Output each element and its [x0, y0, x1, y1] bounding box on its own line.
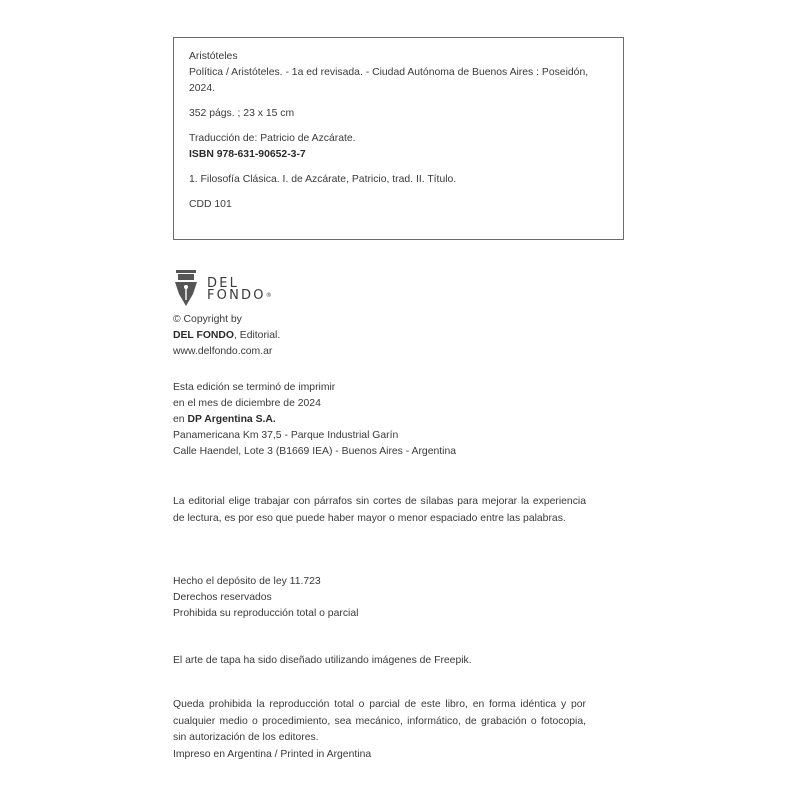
catalog-title-line-2: 2024. — [189, 83, 216, 94]
printing-block — [173, 380, 456, 460]
catalog-cdd: CDD 101 — [189, 199, 232, 210]
printed-in: Impreso en Argentina / Printed in Argentina — [173, 748, 372, 760]
catalog-physical-description: 352 págs. ; 23 x 15 cm — [189, 108, 295, 119]
copyright-block — [173, 312, 280, 360]
legal-line-3: Prohibida su reproducción total o parcial — [173, 608, 359, 619]
catalog-card — [173, 37, 624, 240]
printing-line-3-prefix: en — [173, 414, 188, 425]
catalog-subjects: 1. Filosofía Clásica. I. de Azcárate, Patricio, trad. II. Título. — [189, 174, 457, 185]
prohibition-block — [173, 697, 586, 763]
publisher-name: DEL FONDO — [173, 330, 234, 341]
publisher-suffix: , Editorial. — [234, 330, 281, 341]
catalog-author: Aristóteles — [189, 51, 238, 62]
publisher-logo — [173, 268, 293, 312]
catalog-title-line-1: Política / Aristóteles. - 1a ed revisada. - Ciudad Autónoma de Buenos Aires : Poseidón, — [189, 67, 589, 78]
legal-block — [173, 574, 358, 622]
printer-address-2: Calle Haendel, Lote 3 (B1669 IEA) - Buenos Aires - Argentina — [173, 446, 457, 457]
catalog-isbn: ISBN 978-631-90652-3-7 — [189, 149, 306, 160]
logo-wordmark — [207, 278, 272, 302]
registered-mark: ® — [265, 292, 272, 299]
fountain-pen-nib-icon — [173, 270, 201, 308]
printing-line-2: en el mes de diciembre de 2024 — [173, 398, 321, 409]
logo-word-fondo: FONDO — [207, 288, 266, 303]
logo-word-del: DEL — [207, 276, 240, 291]
printer-name: DP Argentina S.A. — [187, 414, 276, 425]
printer-address-1: Panamericana Km 37,5 - Parque Industrial Garín — [173, 430, 399, 441]
printing-line-1: Esta edición se terminó de imprimir — [173, 382, 336, 393]
publisher-website: www.delfondo.com.ar — [173, 346, 273, 357]
copyright-line: © Copyright by — [173, 314, 242, 325]
prohibition-text: Queda prohibida la reproducción total o parcial de este libro, en forma idéntica y por cualquier medio o procedimiento, sea mecánico, informático, de grabación o fotocopia, sin autorización de los editores. — [173, 699, 586, 743]
legal-line-2: Derechos reservados — [173, 592, 272, 603]
cover-credit: El arte de tapa ha sido diseñado utilizando imágenes de Freepik. — [173, 655, 472, 666]
legal-line-1: Hecho el depósito de ley 11.723 — [173, 576, 321, 587]
catalog-translation: Traducción de: Patricio de Azcárate. — [189, 133, 356, 144]
editorial-note: La editorial elige trabajar con párrafos sin cortes de sílabas para mejorar la experiencia de lectura, es por eso que puede haber mayor o menor espaciado entre las palabras. — [173, 496, 586, 524]
